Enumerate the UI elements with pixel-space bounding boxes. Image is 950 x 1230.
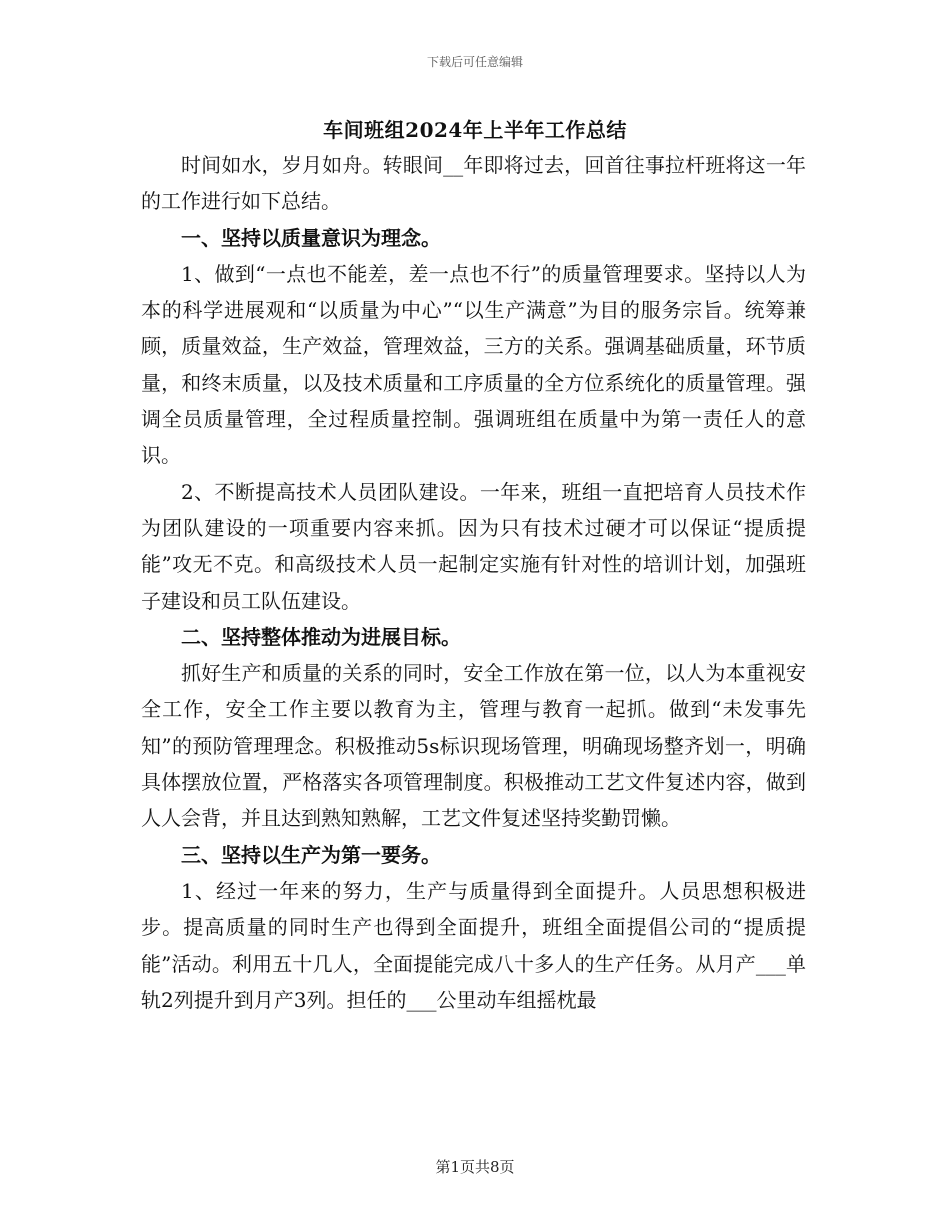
- section-heading-3: 三、坚持以生产为第一要务。: [181, 842, 441, 867]
- section-heading-2: 二、坚持整体推动为进展目标。: [181, 624, 461, 649]
- section-heading-1: 一、坚持以质量意识为理念。: [181, 225, 441, 250]
- document-body: [141, 147, 806, 1018]
- page-header-note: 下载后可任意编辑: [426, 55, 523, 69]
- document-title: 车间班组2024年上半年工作总结: [323, 118, 627, 142]
- section-3-paragraph-1: 1、经过一年来的努力，生产与质量得到全面提升。人员思想积极进步。提高质量的同时生产也得到全面提升，班组全面提倡公司的“提质提能”活动。利用五十几人，全面提能完成八十多人的生产任务。从月产___单轨2列提升到月产3列。担任的___公里动车组摇枕最: [141, 878, 806, 1012]
- section-1-paragraph-2: 2、不断提高技术人员团队建设。一年来，班组一直把培育人员技术作为团队建设的一项重要内容来抓。因为只有技术过硬才可以保证“提质提能”攻无不克。和高级技术人员一起制定实施有针对性的培训计划，加强班子建设和员工队伍建设。: [141, 479, 806, 613]
- intro-paragraph: 时间如水，岁月如舟。转眼间__年即将过去，回首往事拉杆班将这一年的工作进行如下总结。: [141, 153, 806, 214]
- page-footer-page-number: 第1页共8页: [435, 1158, 515, 1176]
- section-1-paragraph-1: 1、做到“一点也不能差，差一点也不行”的质量管理要求。坚持以人为本的科学进展观和“以质量为中心”“以生产满意”为目的服务宗旨。统筹兼顾，质量效益，生产效益，管理效益，三方的关系。强调基础质量，环节质量，和终末质量，以及技术质量和工序质量的全方位系统化的质量管理。强调全员质量管理，全过程质量控制。强调班组在质量中为第一责任人的意识。: [141, 261, 806, 468]
- section-2-paragraph-1: 抓好生产和质量的关系的同时，安全工作放在第一位，以人为本重视安全工作，安全工作主要以教育为主，管理与教育一起抓。做到“未发事先知”的预防管理理念。积极推动5s标识现场管理，明确现场整齐划一，明确具体摆放位置，严格落实各项管理制度。积极推动工艺文件复述内容，做到人人会背，并且达到熟知熟解，工艺文件复述坚持奖勤罚懒。: [141, 661, 806, 831]
